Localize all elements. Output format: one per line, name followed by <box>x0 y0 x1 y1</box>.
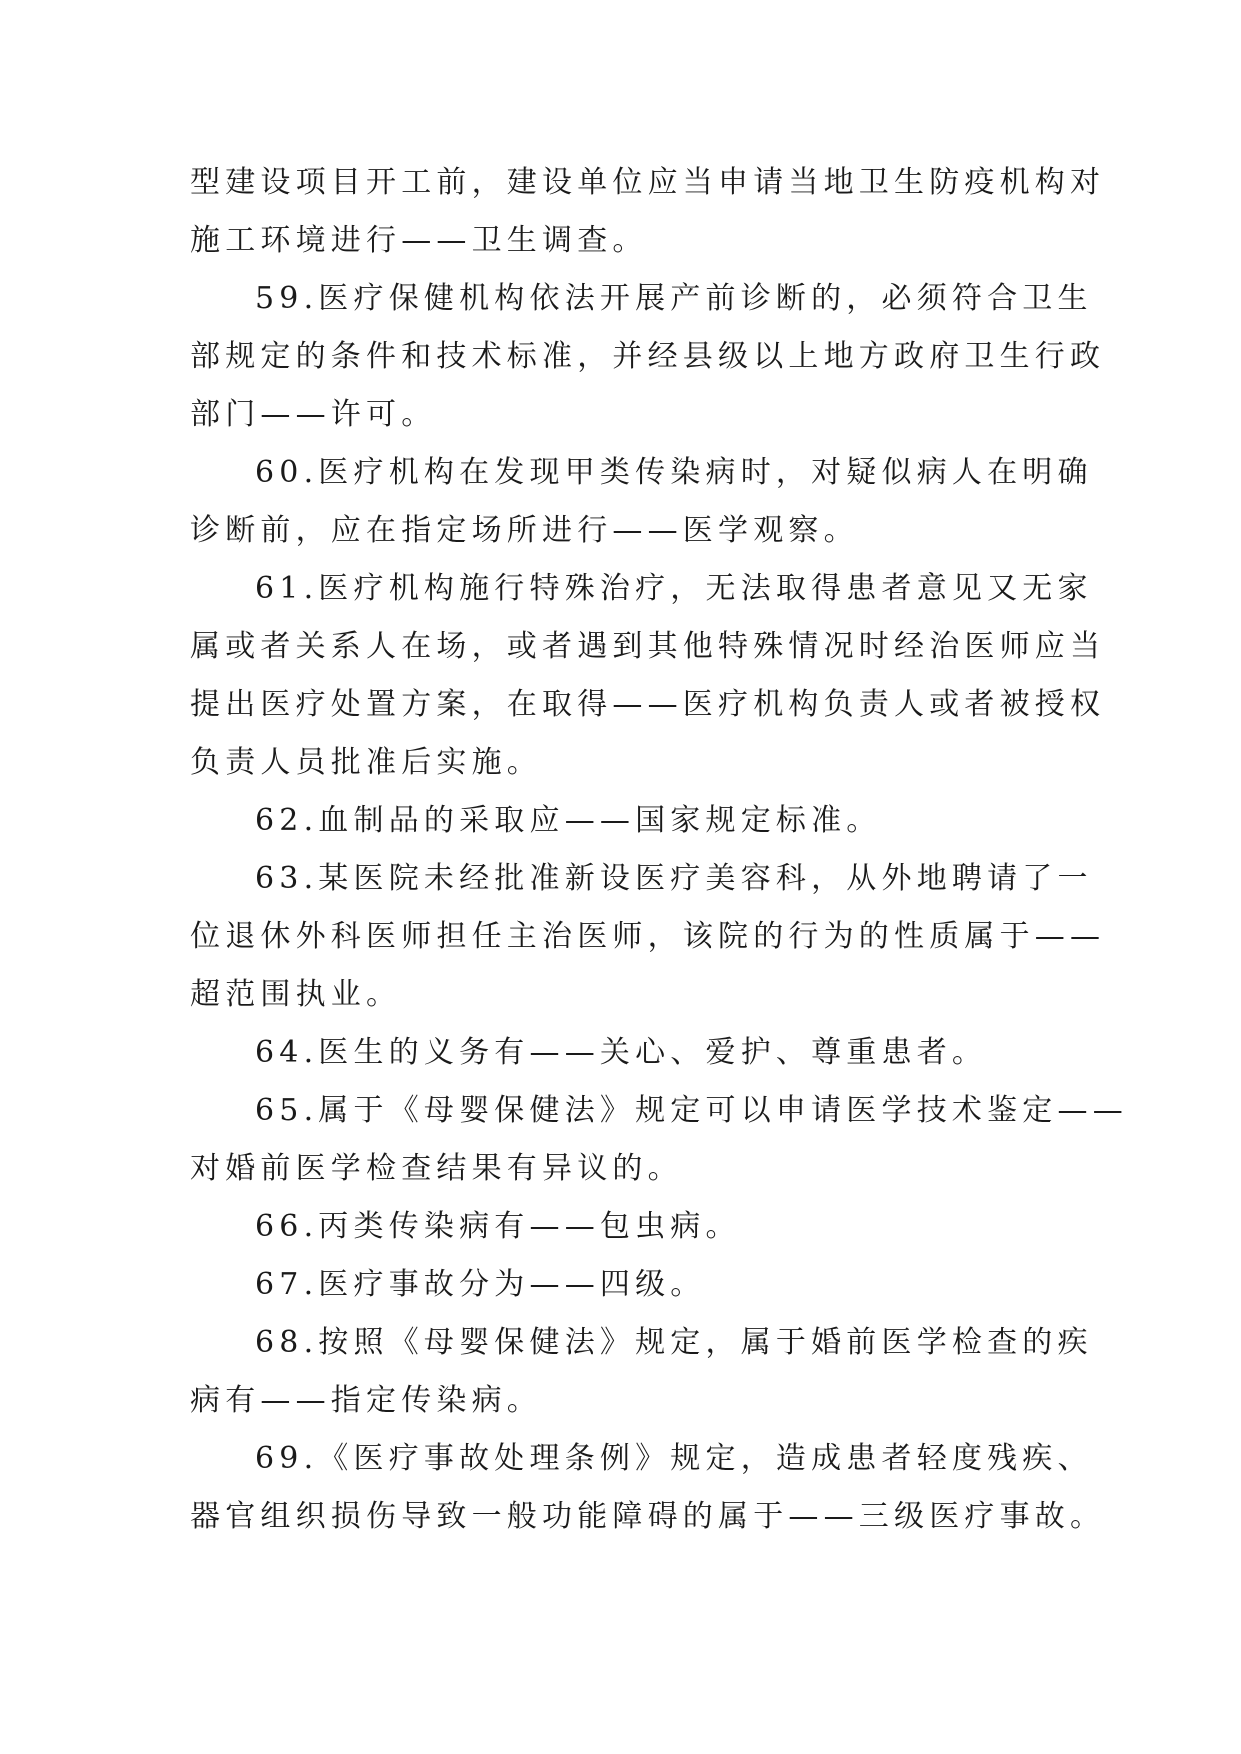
text-line: 63.某医院未经批准新设医疗美容科，从外地聘请了一 <box>255 861 1093 896</box>
text-line: 62.血制品的采取应——国家规定标准。 <box>255 803 882 838</box>
text-line: 59.医疗保健机构依法开展产前诊断的，必须符合卫生 <box>255 281 1093 316</box>
text-line: 部规定的条件和技术标准，并经县级以上地方政府卫生行政 <box>190 339 1106 374</box>
text-line: 诊断前，应在指定场所进行——医学观察。 <box>190 513 859 548</box>
text-line: 属或者关系人在场，或者遇到其他特殊情况时经治医师应当 <box>190 629 1106 664</box>
text-line: 69.《医疗事故处理条例》规定，造成患者轻度残疾、 <box>255 1441 1093 1476</box>
text-line: 61.医疗机构施行特殊治疗，无法取得患者意见又无家 <box>255 571 1093 606</box>
text-line: 器官组织损伤导致一般功能障碍的属于——三级医疗事故。 <box>190 1499 1106 1534</box>
text-line: 68.按照《母婴保健法》规定，属于婚前医学检查的疾 <box>255 1325 1093 1360</box>
text-line: 66.丙类传染病有——包虫病。 <box>255 1209 741 1244</box>
text-line: 67.医疗事故分为——四级。 <box>255 1267 706 1302</box>
text-line: 病有——指定传染病。 <box>190 1383 542 1418</box>
text-line: 型建设项目开工前，建设单位应当申请当地卫生防疫机构对 <box>190 165 1106 200</box>
text-line: 65.属于《母婴保健法》规定可以申请医学技术鉴定—— <box>255 1093 1128 1128</box>
text-line: 超范围执业。 <box>190 977 402 1012</box>
text-line: 负责人员批准后实施。 <box>190 745 542 780</box>
text-line: 对婚前医学检查结果有异议的。 <box>190 1151 683 1186</box>
text-line: 部门——许可。 <box>190 397 437 432</box>
text-line: 施工环境进行——卫生调查。 <box>190 223 648 258</box>
text-line: 64.医生的义务有——关心、爱护、尊重患者。 <box>255 1035 988 1070</box>
text-line: 提出医疗处置方案，在取得——医疗机构负责人或者被授权 <box>190 687 1106 722</box>
text-line: 位退休外科医师担任主治医师，该院的行为的性质属于—— <box>190 919 1106 954</box>
text-line: 60.医疗机构在发现甲类传染病时，对疑似病人在明确 <box>255 455 1093 490</box>
